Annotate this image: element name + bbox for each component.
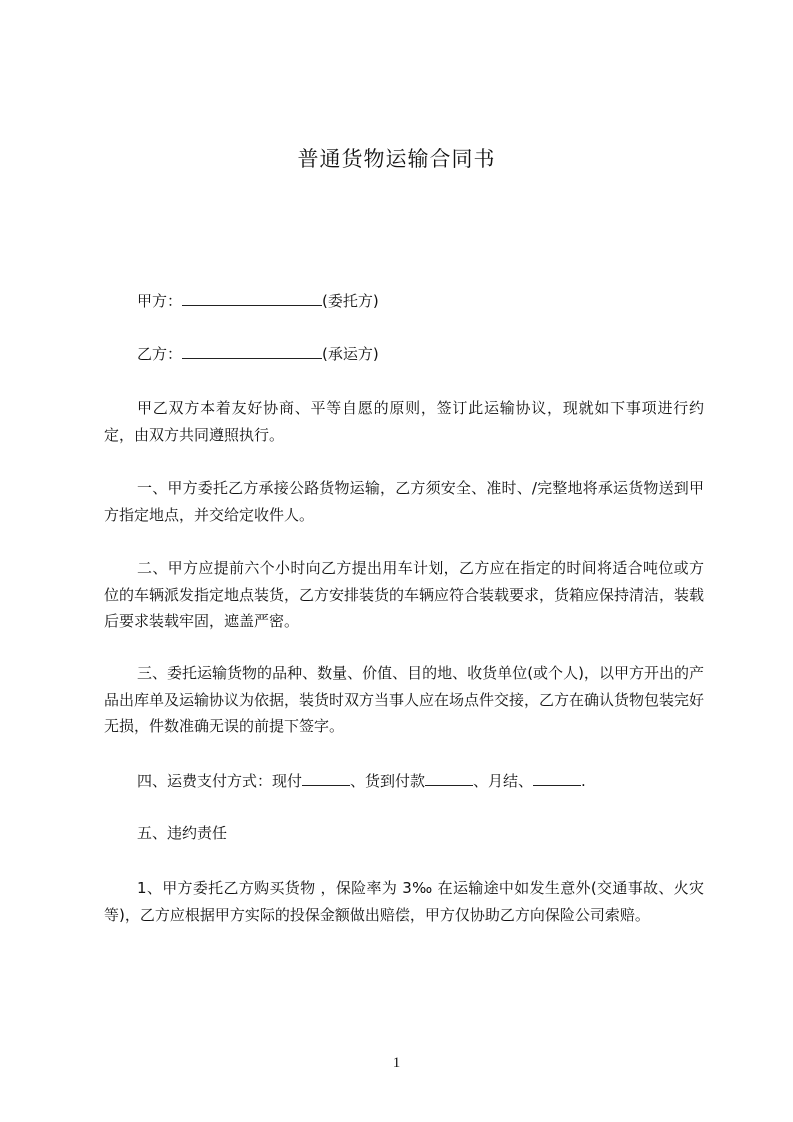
clause-4-sep1: 、货到付款	[350, 772, 426, 790]
clause-3: 三、委托运输货物的品种、数量、价值、目的地、收货单位(或个人)，以甲方开出的产品出库单及运输协议为依据，装货时双方当事人应在场点件交接，乙方在确认货物包装完好无损，件数准确无误的前提下签字。	[104, 664, 705, 735]
page-number: 1	[392, 1055, 401, 1071]
payment-cash-blank	[302, 771, 350, 786]
clause-2: 二、甲方应提前六个小时向乙方提出用车计划，乙方应在指定的时间将适合吨位或方位的车辆派发指定地点装货，乙方安排装货的车辆应符合装载要求，货箱应保持清洁，装载后要求装载牢固，遮盖严密。	[104, 559, 705, 630]
party-a-blank	[182, 291, 322, 306]
clause-4-end: .	[581, 772, 586, 790]
party-b-role: (承运方)	[322, 345, 379, 363]
party-a-role: (委托方)	[322, 292, 379, 310]
payment-cod-blank	[425, 771, 473, 786]
clause-4-prefix: 四、运费支付方式：现付	[137, 772, 303, 790]
clause-5-heading: 五、违约责任	[137, 824, 228, 842]
clause-1: 一、甲方委托乙方承接公路货物运输，乙方须安全、准时、/完整地将承运货物送到甲方指定地点，并交给定收件人。	[104, 479, 704, 524]
payment-monthly-blank	[533, 771, 581, 786]
clause-4	[104, 768, 737, 794]
party-a-line	[104, 288, 737, 314]
party-b-blank	[182, 344, 322, 359]
clause-4-sep2: 、月结、	[473, 772, 534, 790]
party-b-line	[104, 341, 737, 367]
party-b-label: 乙方：	[137, 345, 183, 363]
intro-paragraph: 甲乙双方本着友好协商、平等自愿的原则，签订此运输协议，现就如下事项进行约定，由双方共同遵照执行。	[104, 399, 704, 444]
party-a-label: 甲方：	[137, 292, 183, 310]
document-title: 普通货物运输合同书	[297, 147, 496, 171]
clause-5-1: 1、甲方委托乙方购买货物 ，保险率为 3‰ 在运输途中如发生意外(交通事故、火灾等)，乙方应根据甲方实际的投保金额做出赔偿，甲方仅协助乙方向保险公司索赔。	[104, 879, 704, 924]
